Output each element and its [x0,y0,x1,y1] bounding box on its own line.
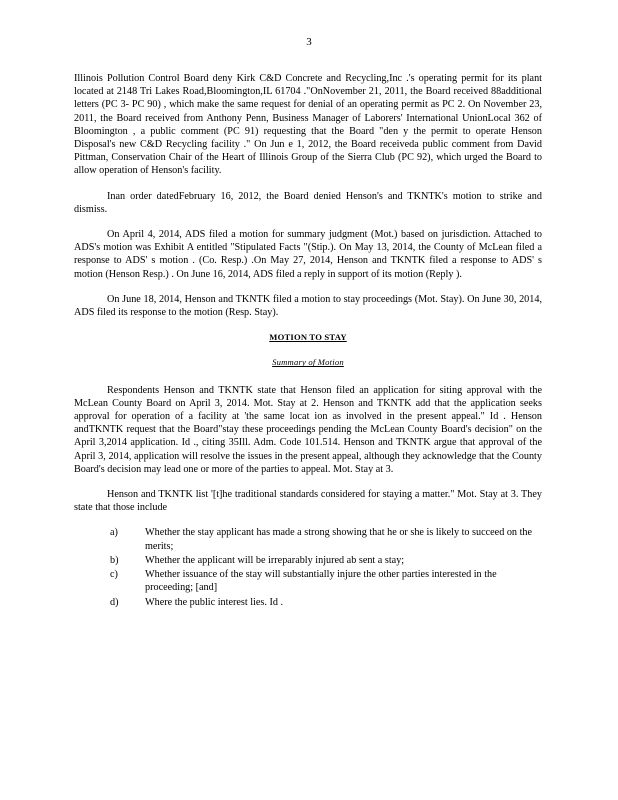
list-item-letter: c) [110,569,118,581]
list-item-letter: a) [110,527,118,539]
paragraph-procedural-history-3: On April 4, 2014, ADS filed a motion for summary judgment (Mot.) based on jurisdiction. Attached to ADS's motion was Exhibit A entitled "Stipulated Facts "(Stip.). On May 13, 2014, the County of McLean filed a response to ADS' s motion . (Co. Resp.) .On May 27, 2014, Henson and TKNTK filed a response to ADS' s motion (Henson Resp.) . On June 16, 2014, ADS filed a reply in support of its motion (Reply ). [74,229,542,280]
list-item [110,568,542,594]
list-item-text: Whether issuance of the stay will substantially injure the other parties interested in the proceeding; [and] [145,569,497,594]
section-heading-motion-to-stay: MOTION TO STAY [269,332,347,343]
subsection-heading-summary-of-motion: Summary of Motion [272,357,344,368]
list-item [110,554,542,567]
paragraph-procedural-history-4: On June 18, 2014, Henson and TKNTK filed a motion to stay proceedings (Mot. Stay). On June 30, 2014, ADS filed its response to the motion (Resp. Stay). [74,293,542,319]
list-item-letter: d) [110,596,119,608]
list-item [110,526,542,552]
stay-factors-list [74,526,542,608]
document-body [74,72,542,610]
list-item-text: Whether the stay applicant has made a strong showing that he or she is likely to succeed on the merits; [145,527,533,552]
paragraph-summary-2: Henson and TKNTK list '[t]he traditional standards considered for staying a matter." Mot. Stay at 3. They state that those include [74,489,542,514]
paragraph-summary-1: Respondents Henson and TKNTK state that Henson filed an application for siting approval with the McLean County Board on April 3, 2014. Mot. Stay at 2. Henson and TKNTK add that the application seeks approval for operation of a facility at 'the same locat ion as involved in the present appeal." Id . Henson andTKNTK request that the Board"stay these proceedings pending the McLean County Board's decision" on the April 3,2014 application. Id ., citing 35Ill. Adm. Code 101.514. Henson and TKNTK argue that approval of the April 3, 2014, application will resolve the issues in the present appeal, although they acknowledge that the County Board's decision may lead one or more of the parties to appeal. Mot. Stay at 3. [74,384,542,475]
list-item-letter: b) [110,554,119,566]
paragraph-procedural-history-1: Illinois Pollution Control Board deny Kirk C&D Concrete and Recycling,Inc .'s operating permit for its plant located at 2148 Tri Lakes Road,Bloomington,IL 61704 ."OnNovember 21, 2011, the Board received 88additional letters (PC 3- PC 90) , which make the same request for denial of an operating permit as PC 2. On November 23, 2011, the Board received from Anthony Penn, Business Manager of Laborers' International UnionLocal 362 of Bloomington , a public comment (PC 91) requesting that the Board "den y the permit to operate Henson Disposal's new C&D Recycling facility ." On Jun e 1, 2012, the Board receiveda public comment from David Pittman, Conservation Chair of the Heart of Illinois Group of the Sierra Club (PC 92), which urged the Board to allow operation of Henson's facility. [74,73,542,177]
list-item-text: Where the public interest lies. Id . [145,596,284,608]
list-item [110,596,542,609]
paragraph-procedural-history-2: Inan order datedFebruary 16, 2012, the Board denied Henson's and TKNTK's motion to strike and dismiss. [74,190,542,215]
list-item-text: Whether the applicant will be irreparably injured ab sent a stay; [145,554,405,566]
page-number: 3 [306,36,312,48]
